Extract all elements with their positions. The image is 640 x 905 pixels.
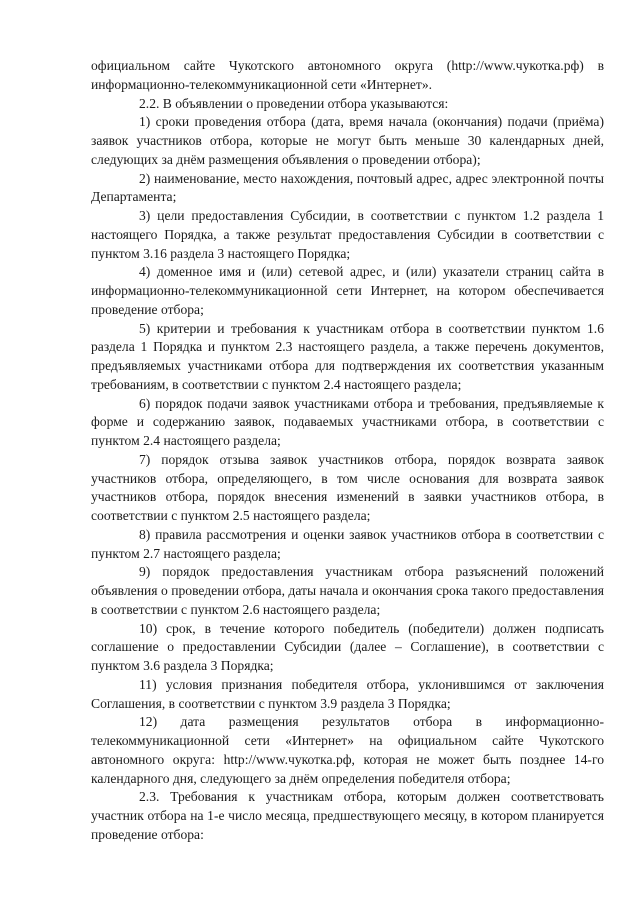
list-item-9: 9) порядок предоставления участникам отбора разъяснений положений объявления о проведении отбора, даты начала и окончания срока такого предоставления в соответствии с пунктом 2.6 настоящего раздела; — [91, 564, 604, 617]
list-item-1: 1) сроки проведения отбора (дата, время начала (окончания) подачи (приёма) заявок участников отбора, которые не могут быть меньше 30 календарных дней, следующих за днём размещения объявления о проведении отбора); — [91, 114, 604, 167]
list-item-5: 5) критерии и требования к участникам отбора в соответствии пунктом 1.6 раздела 1 Порядка и пунктом 2.3 настоящего раздела, а также перечень документов, предъявляемых участниками отбора для подтверждения их соответствия указанным требованиям, в соответствии с пунктом 2.4 настоящего раздела; — [91, 320, 604, 392]
list-item-10: 10) срок, в течение которого победитель (победители) должен подписать соглашение о предоставлении Субсидии (далее – Соглашение), в соответствии с пунктом 3.6 раздела 3 Порядка; — [91, 620, 604, 673]
list-item-8: 8) правила рассмотрения и оценки заявок участников отбора в соответствии с пунктом 2.7 настоящего раздела; — [91, 526, 604, 561]
list-item-11: 11) условия признания победителя отбора, уклонившимся от заключения Соглашения, в соответствии с пунктом 3.9 раздела 3 Порядка; — [91, 676, 604, 711]
list-item-6: 6) порядок подачи заявок участниками отбора и требования, предъявляемые к форме и содержанию заявок, подаваемых участниками отбора, в соответствии с пунктом 2.4 настоящего раздела; — [91, 395, 604, 448]
list-item-7: 7) порядок отзыва заявок участников отбора, порядок возврата заявок участников отбора, определяющего, в том числе основания для возврата заявок участников отбора, порядок внесения изменений в заявки участников отбора, в соответствии с пунктом 2.5 настоящего раздела; — [91, 451, 604, 523]
paragraph-2-2: 2.2. В объявлении о проведении отбора указываются: — [139, 95, 449, 111]
paragraph-2-3: 2.3. Требования к участникам отбора, которым должен соответствовать участник отбора на 1-е число месяца, предшествующего месяцу, в котором планируется проведение отбора: — [91, 789, 604, 842]
list-item-12: 12) дата размещения результатов отбора в информационно-телекоммуникационной сети «Интернет» на официальном сайте Чукотского автономного округа: http://www.чукотка.рф, которая не может быть позднее 14-го календарного дня, следующего за днём определения победителя отбора; — [91, 714, 604, 786]
list-item-2: 2) наименование, место нахождения, почтовый адрес, адрес электронной почты Департамента; — [91, 170, 604, 205]
list-item-4: 4) доменное имя и (или) сетевой адрес, и (или) указатели страниц сайта в информационно-телекоммуникационной сети Интернет, на котором обеспечивается проведение отбора; — [91, 264, 604, 317]
list-item-3: 3) цели предоставления Субсидии, в соответствии с пунктом 1.2 раздела 1 настоящего Порядка, а также результат предоставления Субсидии в соответствии с пунктом 3.16 раздела 3 настоящего Порядка; — [91, 208, 604, 261]
paragraph-continuation: официальном сайте Чукотского автономного округа (http://www.чукотка.рф) в информационно-телекоммуникационной сети «Интернет». — [91, 58, 604, 92]
